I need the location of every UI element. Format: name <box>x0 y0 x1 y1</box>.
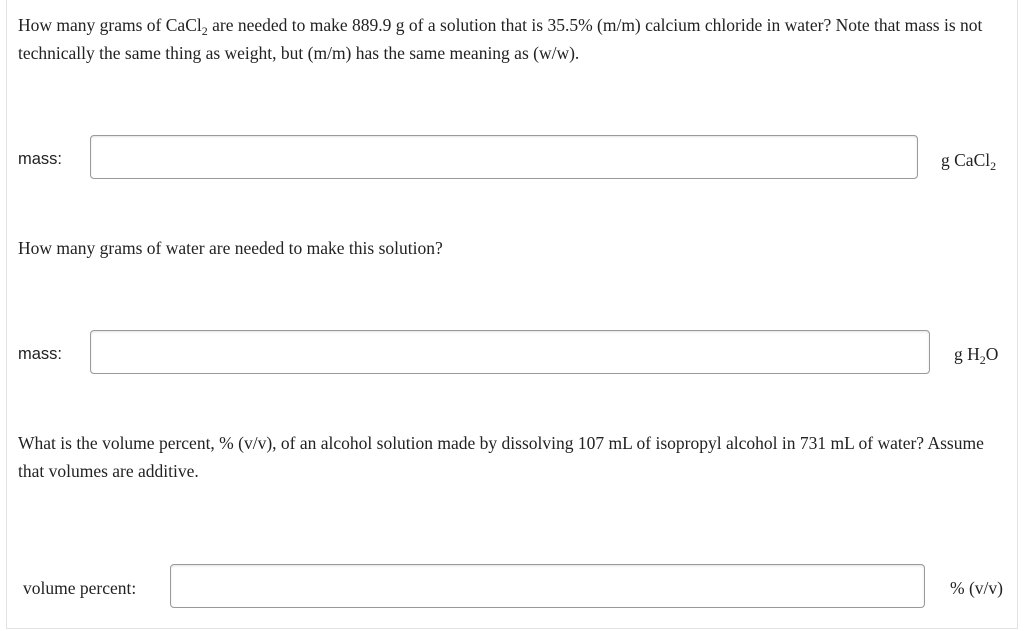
unit-percent-vv: % (v/v) <box>950 578 1003 598</box>
mass-water-input[interactable] <box>90 330 930 374</box>
volume-percent-input[interactable] <box>170 564 925 608</box>
question-2-text: How many grams of water are needed to make this solution? <box>18 238 443 258</box>
mass-water-label: mass: <box>18 345 63 363</box>
question-panel <box>6 0 1018 629</box>
volume-percent-label: volume percent: <box>23 578 137 598</box>
unit-g-cacl2: g CaCl$_2$ <box>941 150 997 173</box>
unit-g-h2o: g $H_2O$ <box>954 344 999 367</box>
question-1-text: How many grams of CaCl$_2$ are needed to make 889.9 g of a solution that is 35.5% (m/m) calcium chloride in water? Note that mass is not technically the same thing as weight, but (m/m) has the same meaning as (w/w). <box>18 15 983 63</box>
question-3-text: What is the volume percent, % (v/v), of an alcohol solution made by dissolving 107 mL of isopropyl alcohol in 731 mL of water? Assume that volumes are additive. <box>18 433 984 481</box>
mass-cacl2-label: mass: <box>18 150 63 168</box>
mass-cacl2-input[interactable] <box>90 135 918 179</box>
